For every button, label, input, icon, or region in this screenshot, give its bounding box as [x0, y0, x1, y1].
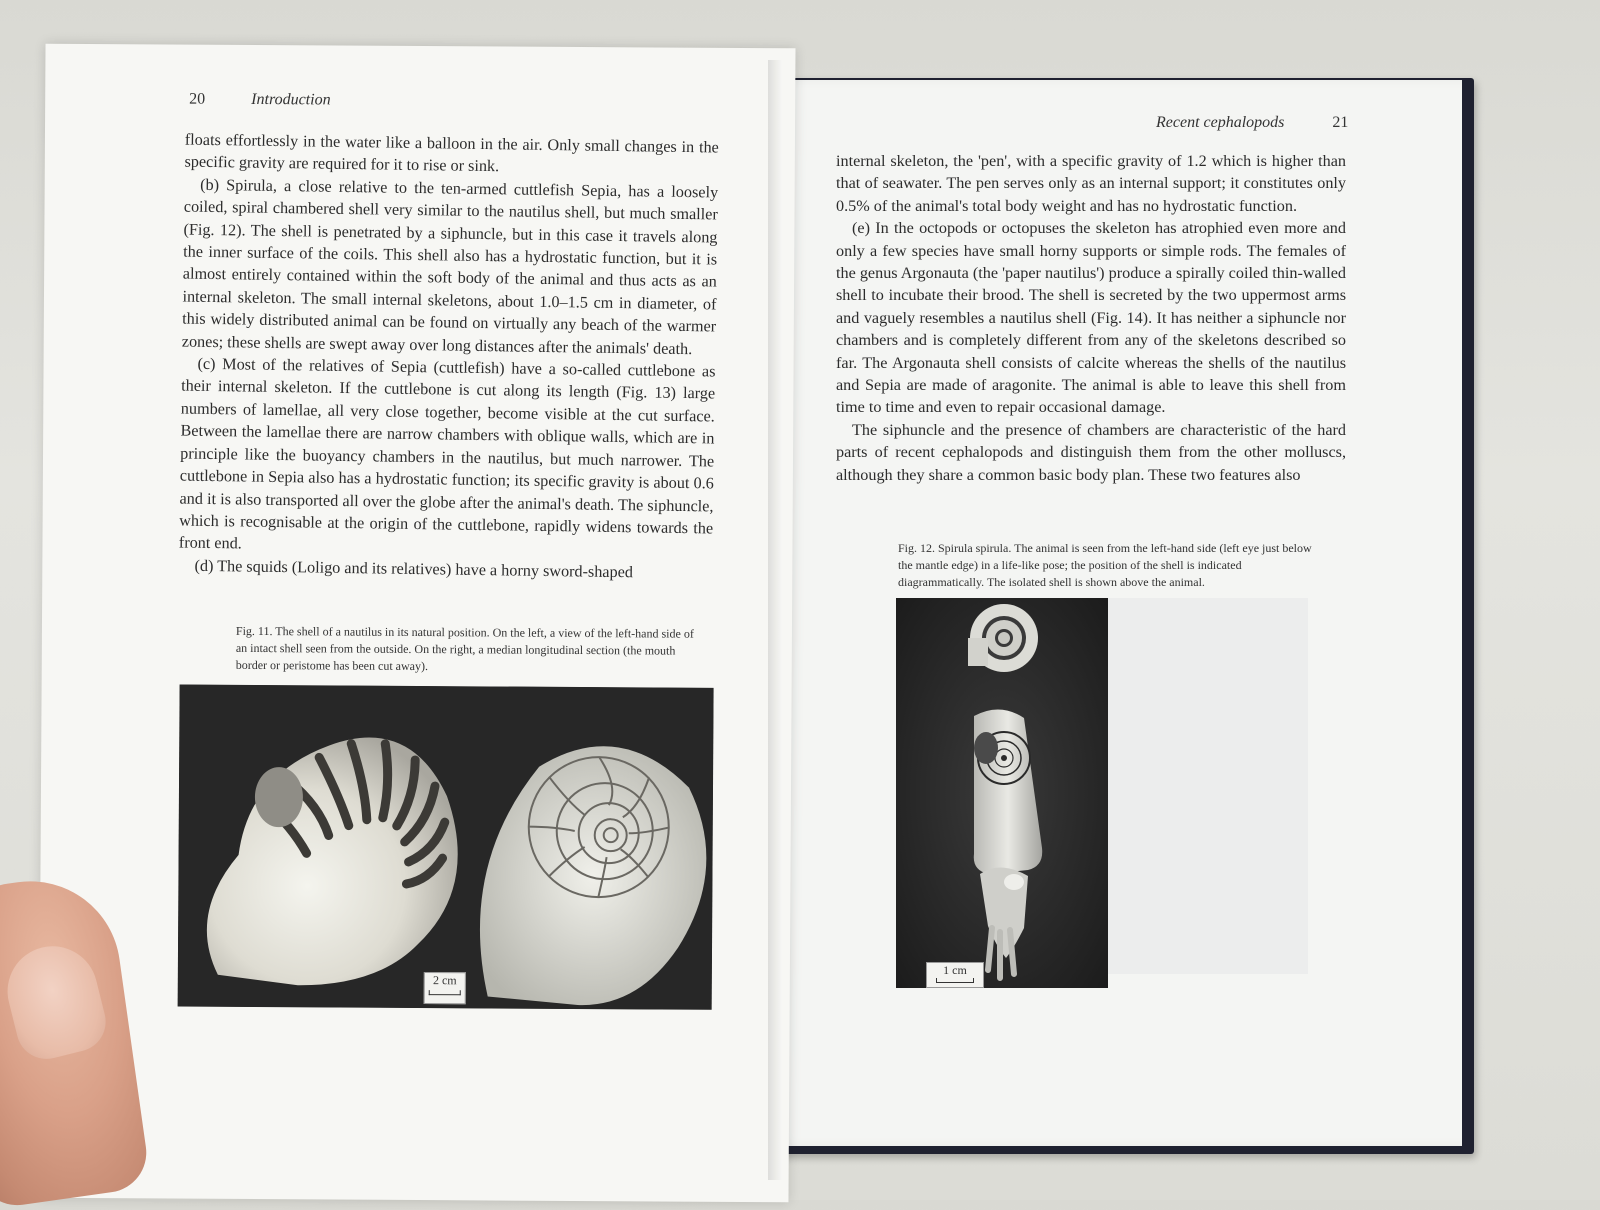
figure-photo-spirula: [896, 598, 1108, 988]
scale-bar-right: [926, 962, 984, 988]
spirula-illustration: [896, 598, 1108, 988]
scale-bar-left: [424, 972, 466, 1004]
page-left: [38, 44, 795, 1203]
paragraph: (b) Spirula, a close relative to the ten-armed cuttlefish Sepia, has a loosely coiled, spiral chambered shell very similar to the nautilus shell, but much smaller (Fig. 12). The shell is penetrated by a siphuncle, but in this case it travels along the inner surface of the coils. This shell also has a hydrostatic function, but it is almost entirely contained within the soft body of the animal and thus acts as an internal skeleton. The small internal skeletons, about 1.0–1.5 cm in diameter, of this widely distributed animal can be found on virtually any beach of the warmer zones; these shells are swept away over long distances after the animals' death.: [181, 175, 719, 358]
nautilus-illustration: [178, 685, 714, 1010]
figure-caption-left: Fig. 11. The shell of a nautilus in its natural position. On the left, a view of the left-hand side of an intact shell seen from the outside. On the right, a median longitudinal section (the mouth border or peristome has been cut away).: [235, 623, 694, 674]
scale-label-left: 2 cm: [432, 973, 457, 988]
paragraph: (e) In the octopods or octopuses the skeleton has atrophied even more and only a few species have small horny supports or simple rods. The females of the genus Argonauta (the 'paper nautilus') produce a spirally coiled thin-walled shell to incubate their brood. The shell is secreted by the two uppermost arms and vaguely resembles a nautilus shell (Fig. 14). It has neither a siphuncle nor chambers and is completely different from any of the skeletons described so far. The Argonauta shell consists of calcite whereas the shells of the nautilus and Sepia are made of aragonite. The animal is able to leave this shell from time to time and even to repair occasional damage.: [836, 219, 1346, 417]
figure-shadow: [1108, 598, 1308, 974]
running-head-right: [1156, 114, 1348, 132]
page-right: [770, 80, 1462, 1146]
running-title-right: Recent cephalopods: [1156, 114, 1285, 131]
running-title-left: Introduction: [251, 90, 331, 109]
paragraph: floats effortlessly in the water like a balloon in the air. Only small changes in the specific gravity are required for it to rise or sink.: [184, 130, 719, 176]
paragraph: (d) The squids (Loligo and its relatives) have a horny sword-shaped: [194, 556, 634, 581]
figure-photo-nautilus: [178, 685, 714, 1010]
scale-bar-line: [936, 978, 974, 983]
paragraph: (c) Most of the relatives of Sepia (cuttlefish) have a so-called cuttlebone as their internal skeleton. If the cuttlebone is cut along its length (Fig. 13) large numbers of lamellae, all very close together, become visible at the cut surface. Between the lamellae there are narrow chambers with oblique walls, which are in principle like the buoyancy chambers in the nautilus, but much narrower. The cuttlebone in Sepia also has a hydrostatic function; its specific gravity is about 0.6 and it is also transported all over the globe after the animal's death. The siphuncle, which is recognisable at the origin of the cuttlebone, rapidly widens towards the front end.: [178, 354, 716, 553]
figure-caption-right: Fig. 12. Spirula spirula. The animal is seen from the left-hand side (left eye just below the mantle edge) in a life-like pose; the position of the shell is indicated diagrammatically. The isolated shell is shown above the animal.: [898, 541, 1312, 589]
paragraph: internal skeleton, the 'pen', with a specific gravity of 1.2 which is higher than that of seawater. The pen serves only as an internal support; it constitutes only 0.5% of the animal's total body weight and has no hydrostatic function.: [836, 152, 1346, 215]
page-number-left: 20: [189, 90, 206, 108]
body-text-left: [178, 129, 719, 585]
paragraph: The siphuncle and the presence of chambers are characteristic of the hard parts of recent cephalopods and distinguish them from the other molluscs, although they share a common basic body plan. These two features also: [836, 420, 1346, 484]
page-number-right: 21: [1332, 114, 1349, 131]
book-gutter: [768, 60, 782, 1180]
body-text-right: [836, 150, 1346, 486]
running-head-left: [189, 91, 331, 110]
scale-bar-line: [429, 990, 461, 995]
scale-label-right: 1 cm: [943, 963, 967, 977]
